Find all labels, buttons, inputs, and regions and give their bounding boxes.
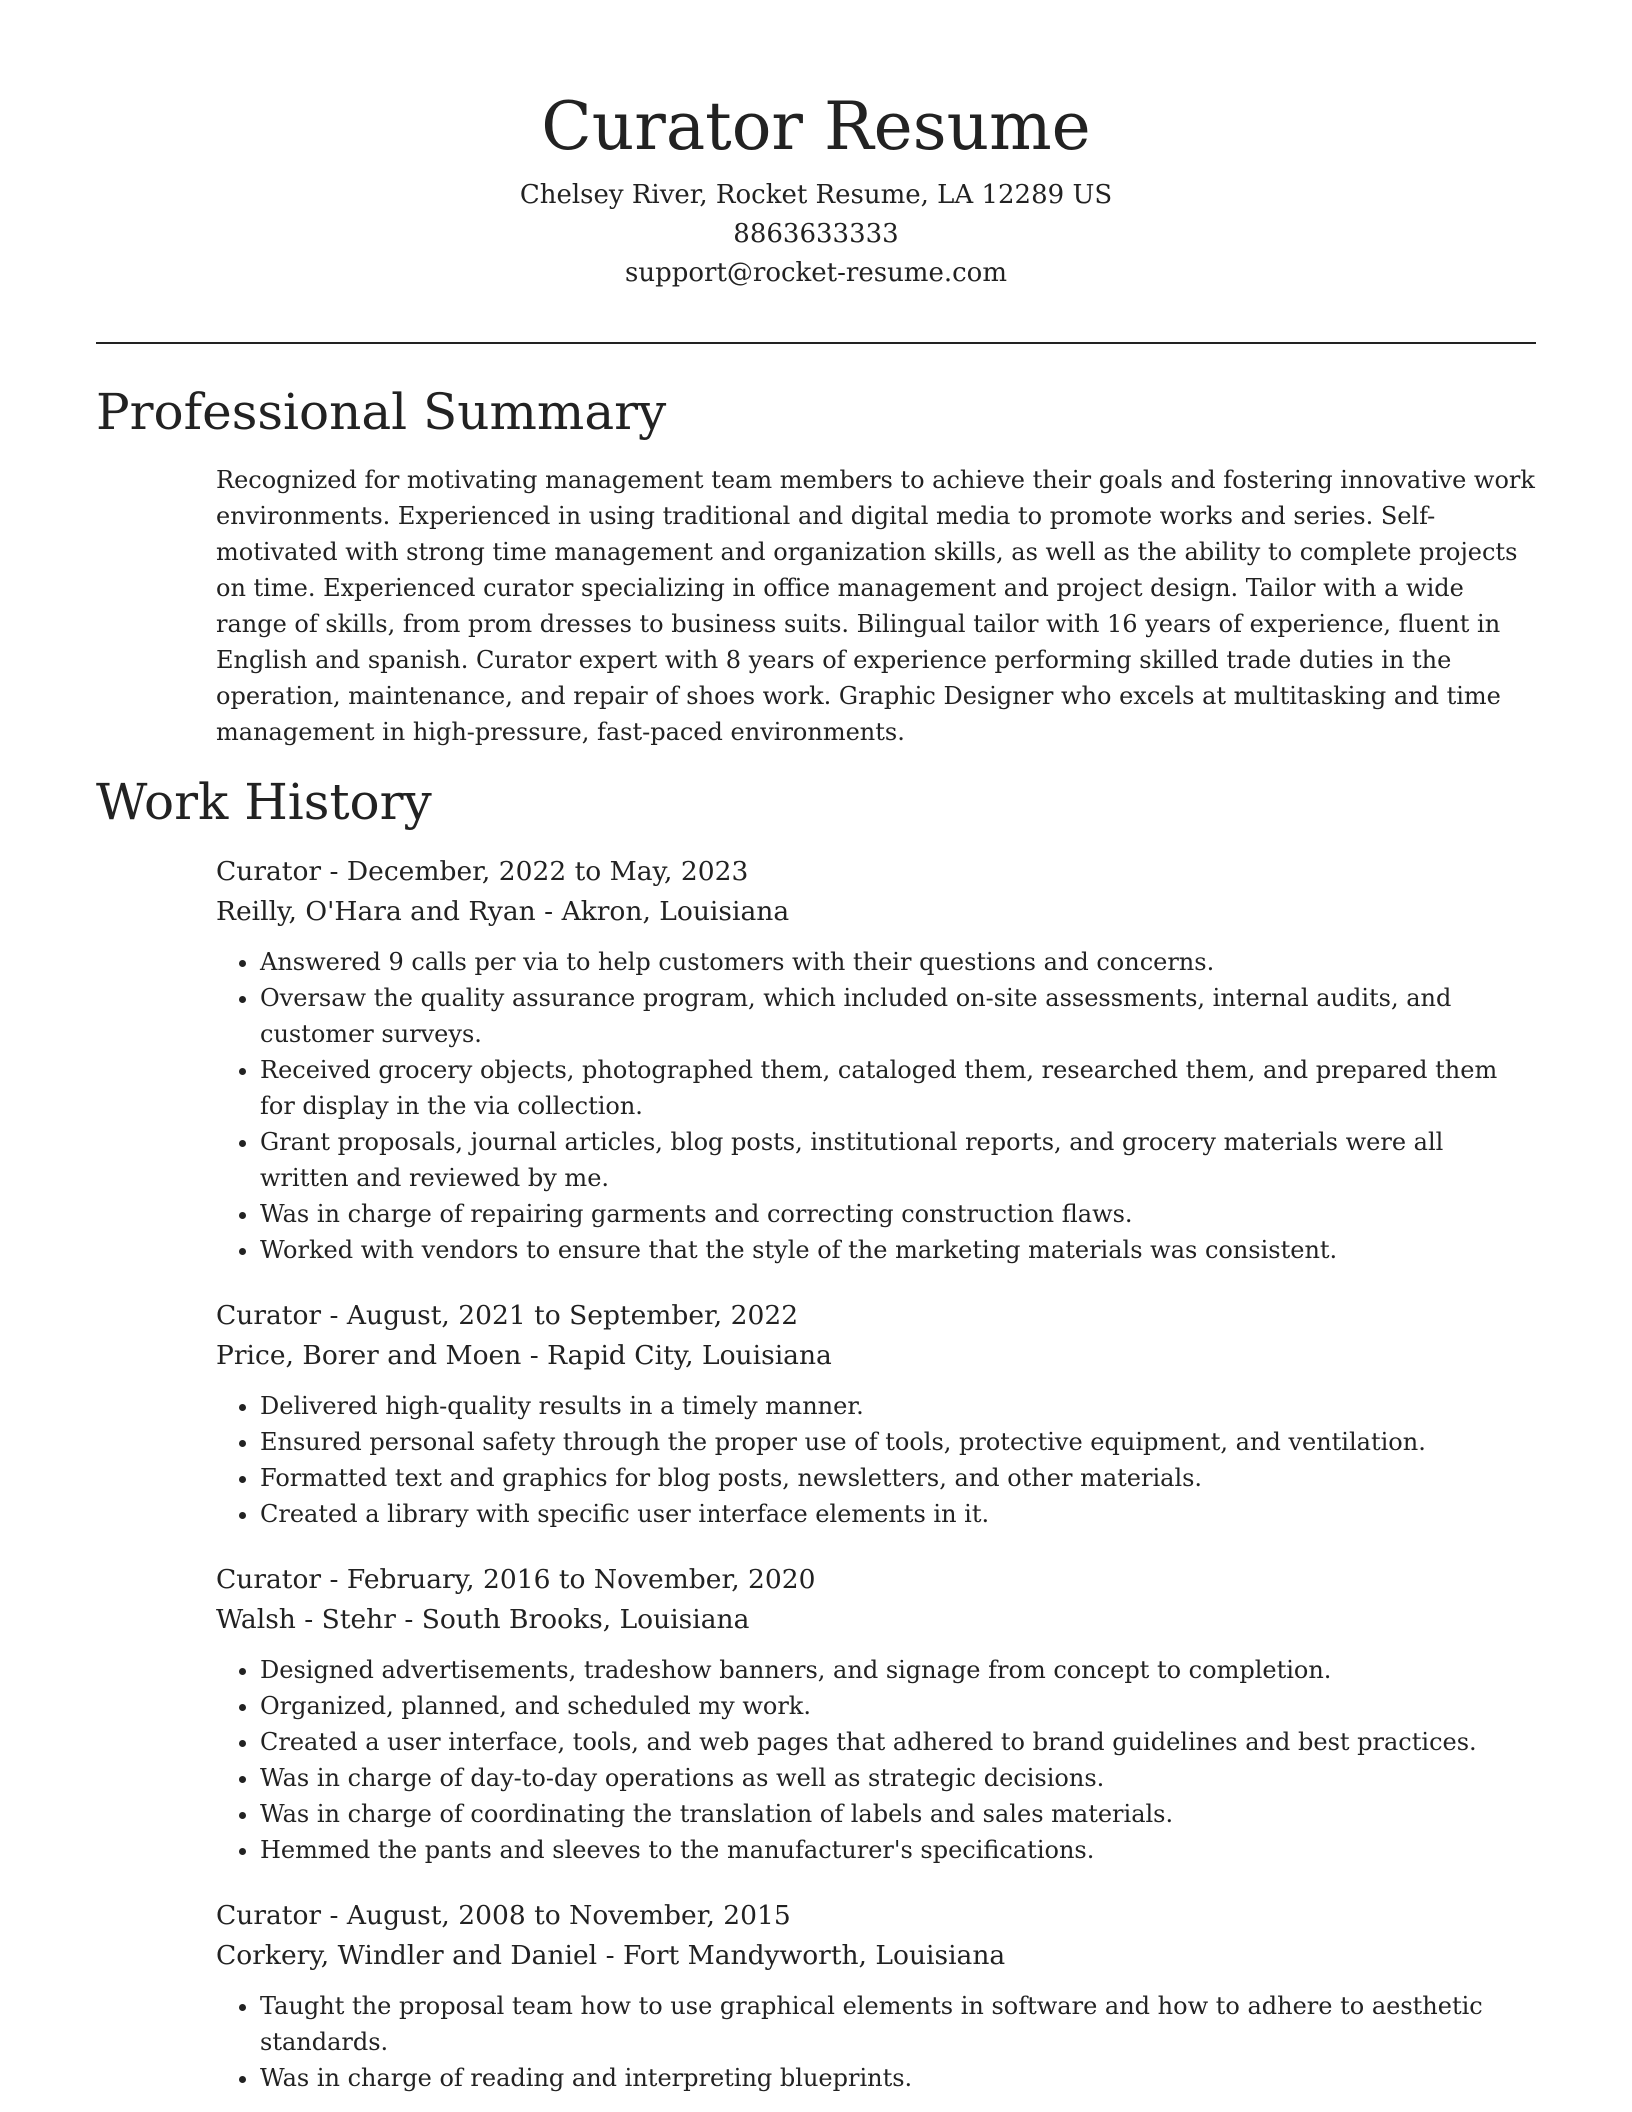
job-title-line <box>216 1296 1538 1336</box>
job-bullets <box>216 944 1538 1268</box>
separator: - <box>521 1340 548 1371</box>
job-bullet: • Taught the proposal team how to use graphical elements in software and how to adhere to aesthetic standards. <box>260 1988 1538 2060</box>
job-entry <box>216 1560 1538 1868</box>
job-bullet: • Was in charge of reading and interpreting blueprints. <box>260 2060 1538 2096</box>
job-company: Walsh - Stehr <box>216 1604 396 1635</box>
job-entry <box>216 1896 1538 2096</box>
job-bullet: • Formatted text and graphics for blog posts, newsletters, and other materials. <box>260 1460 1538 1496</box>
job-dates: August, 2021 to September, 2022 <box>346 1300 799 1331</box>
job-company-line <box>216 1936 1538 1976</box>
job-bullet: • Oversaw the quality assurance program, which included on-site assessments, internal audits, and customer surveys. <box>260 980 1538 1052</box>
job-company: Corkery, Windler and Daniel <box>216 1940 598 1971</box>
separator: - <box>597 1940 623 1971</box>
job-entry <box>216 1296 1538 1532</box>
separator: - <box>321 1564 347 1595</box>
job-bullet: • Designed advertisements, tradeshow banners, and signage from concept to completion. <box>260 1652 1538 1688</box>
job-bullet: • Answered 9 calls per via to help customers with their questions and concerns. <box>260 944 1538 980</box>
contact-phone: 8863633333 <box>733 219 899 249</box>
job-bullet: • Was in charge of coordinating the translation of labels and sales materials. <box>260 1796 1538 1832</box>
contact-email: support@rocket-resume.com <box>624 258 1007 288</box>
job-bullets <box>216 1388 1538 1532</box>
job-bullet: • Delivered high-quality results in a timely manner. <box>260 1388 1538 1424</box>
job-bullet: • Hemmed the pants and sleeves to the manufacturer's specifications. <box>260 1832 1538 1868</box>
job-entry <box>216 852 1538 1268</box>
work-history-list <box>216 852 1538 2112</box>
summary-heading: Professional Summary <box>96 383 667 441</box>
job-bullet: • Ensured personal safety through the proper use of tools, protective equipment, and ventilation. <box>260 1424 1538 1460</box>
contact-block <box>96 176 1536 293</box>
separator: - <box>321 1300 347 1331</box>
job-bullet: • Worked with vendors to ensure that the style of the marketing materials was consistent. <box>260 1232 1538 1268</box>
job-location: Akron, Louisiana <box>561 896 790 927</box>
job-title: Curator <box>216 1300 322 1331</box>
job-title: Curator <box>216 1564 322 1595</box>
job-bullet: • Organized, planned, and scheduled my work. <box>260 1688 1538 1724</box>
summary-text: Recognized for motivating management team members to achieve their goals and fostering innovative work environments. Experienced in using traditional and digital media to promote works and series. Self-motivated with strong time management and organization skills, as well as the ability to complete projects on time. Experienced curator specializing in office management and project design. Tailor with a wide range of skills, from prom dresses to business suits. Bilingual tailor with 16 years of experience, fluent in English and spanish. Curator expert with 8 years of experience performing skilled trade duties in the operation, maintenance, and repair of shoes work. Graphic Designer who excels at multitasking and time management in high-pressure, fast-paced environments. <box>216 466 1535 746</box>
job-company-line <box>216 1600 1538 1640</box>
job-bullet: • Received grocery objects, photographed them, cataloged them, researched them, and prepared them for display in the via collection. <box>260 1052 1538 1124</box>
job-company-line <box>216 892 1538 932</box>
header-divider <box>96 342 1536 344</box>
job-title: Curator <box>216 1900 322 1931</box>
resume-header <box>96 84 1536 293</box>
job-dates: February, 2016 to November, 2020 <box>346 1564 816 1595</box>
job-company: Reilly, O'Hara and Ryan <box>216 896 536 927</box>
job-bullets <box>216 1652 1538 1868</box>
job-bullets <box>216 1988 1538 2096</box>
job-bullet: • Grant proposals, journal articles, blog posts, institutional reports, and grocery materials were all written and reviewed by me. <box>260 1124 1538 1196</box>
job-dates: December, 2022 to May, 2023 <box>346 856 749 887</box>
job-title-line <box>216 1560 1538 1600</box>
job-bullet: • Created a user interface, tools, and web pages that adhered to brand guidelines and best practices. <box>260 1724 1538 1760</box>
separator: - <box>321 856 347 887</box>
separator: - <box>535 896 562 927</box>
job-company: Price, Borer and Moen <box>216 1340 522 1371</box>
job-dates: August, 2008 to November, 2015 <box>346 1900 791 1931</box>
work-history-heading: Work History <box>96 773 432 831</box>
job-title-line <box>216 1896 1538 1936</box>
resume-title: Curator Resume <box>541 88 1091 165</box>
job-location: Fort Mandyworth, Louisiana <box>622 1940 1006 1971</box>
job-location: Rapid City, Louisiana <box>547 1340 832 1371</box>
job-bullet: • Created a library with specific user interface elements in it. <box>260 1496 1538 1532</box>
job-company-line <box>216 1336 1538 1376</box>
job-title-line <box>216 852 1538 892</box>
job-bullet: • Was in charge of repairing garments and correcting construction flaws. <box>260 1196 1538 1232</box>
contact-address: Chelsey River, Rocket Resume, LA 12289 US <box>519 180 1113 210</box>
job-bullet: • Was in charge of day-to-day operations as well as strategic decisions. <box>260 1760 1538 1796</box>
job-location: South Brooks, Louisiana <box>421 1604 750 1635</box>
separator: - <box>321 1900 347 1931</box>
separator: - <box>395 1604 422 1635</box>
job-title: Curator <box>216 856 322 887</box>
